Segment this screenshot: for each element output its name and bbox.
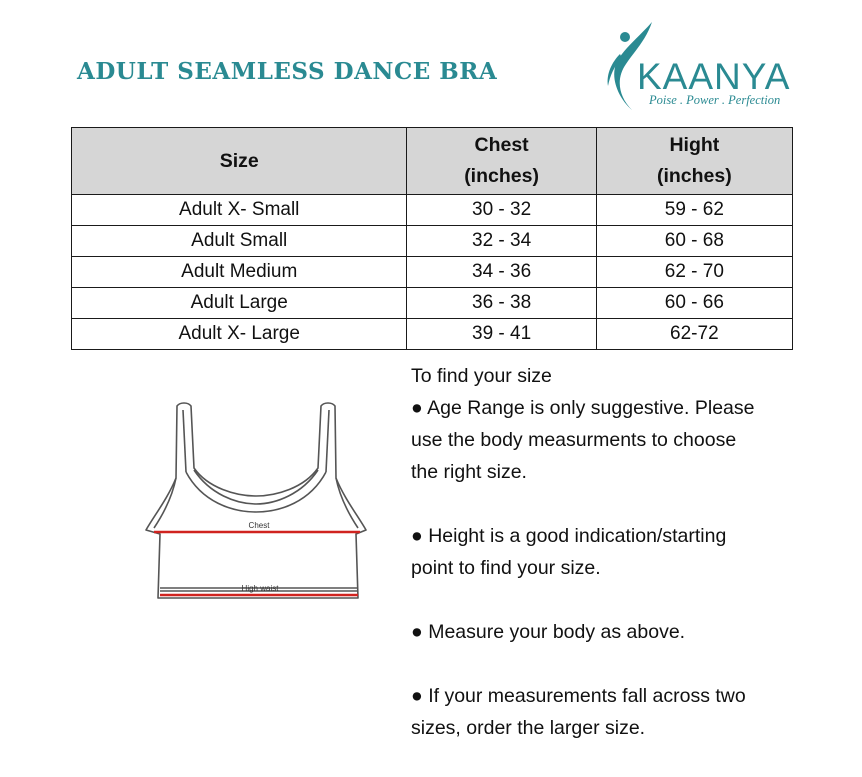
- table-header-row: [72, 128, 793, 195]
- instruction-line: point to find your size.: [411, 557, 601, 579]
- instruction-line: ● Height is a good indication/starting: [411, 525, 727, 547]
- size-chart-table: [71, 127, 793, 350]
- header-chest: [407, 128, 596, 195]
- height-cell: 60 - 66: [596, 288, 792, 319]
- chest-label: Chest: [248, 521, 270, 530]
- instruction-line: ● Age Range is only suggestive. Please: [411, 397, 755, 419]
- brand-tagline: Poise . Power . Perfection: [649, 93, 781, 107]
- height-cell: 62-72: [596, 319, 792, 350]
- height-cell: 60 - 68: [596, 226, 792, 257]
- size-cell: Adult X- Large: [72, 319, 407, 350]
- size-cell: Adult Medium: [72, 257, 407, 288]
- brand-name: [633, 56, 790, 98]
- page-title: ADULT SEAMLESS DANCE BRA: [77, 58, 498, 85]
- instruction-line: sizes, order the larger size.: [411, 717, 646, 739]
- high-waist-label: High waist: [241, 584, 279, 593]
- height-cell: 62 - 70: [596, 257, 792, 288]
- bra-outline-icon: [136, 398, 376, 608]
- height-cell: 59 - 62: [596, 195, 792, 226]
- chest-cell: 36 - 38: [407, 288, 596, 319]
- size-cell: Adult Small: [72, 226, 407, 257]
- table-row: [72, 195, 793, 226]
- header-height-label: Hight: [669, 134, 720, 156]
- table-row: [72, 288, 793, 319]
- size-cell: Adult Large: [72, 288, 407, 319]
- table-row: [72, 319, 793, 350]
- chest-cell: 34 - 36: [407, 257, 596, 288]
- brand-name-text: KAANYA: [637, 56, 791, 97]
- header-height: [596, 128, 792, 195]
- bra-measurement-diagram: [136, 398, 376, 608]
- brand-logo: [598, 20, 798, 115]
- instruction-line: ● Measure your body as above.: [411, 621, 686, 643]
- chest-cell: 39 - 41: [407, 319, 596, 350]
- size-instructions: [411, 360, 831, 744]
- header-chest-label: Chest: [474, 134, 529, 156]
- table-row: [72, 257, 793, 288]
- chest-cell: 32 - 34: [407, 226, 596, 257]
- instructions-heading: To find your size: [411, 365, 552, 387]
- header-size: [72, 128, 407, 195]
- header-chest-unit: (inches): [464, 165, 539, 187]
- table-row: [72, 226, 793, 257]
- size-cell: Adult X- Small: [72, 195, 407, 226]
- instruction-line: ● If your measurements fall across two: [411, 685, 746, 707]
- instruction-line: the right size.: [411, 461, 527, 483]
- instruction-line: use the body measurments to choose: [411, 429, 737, 451]
- header-height-unit: (inches): [656, 165, 732, 187]
- header-size-label: Size: [219, 149, 259, 172]
- chest-cell: 30 - 32: [407, 195, 596, 226]
